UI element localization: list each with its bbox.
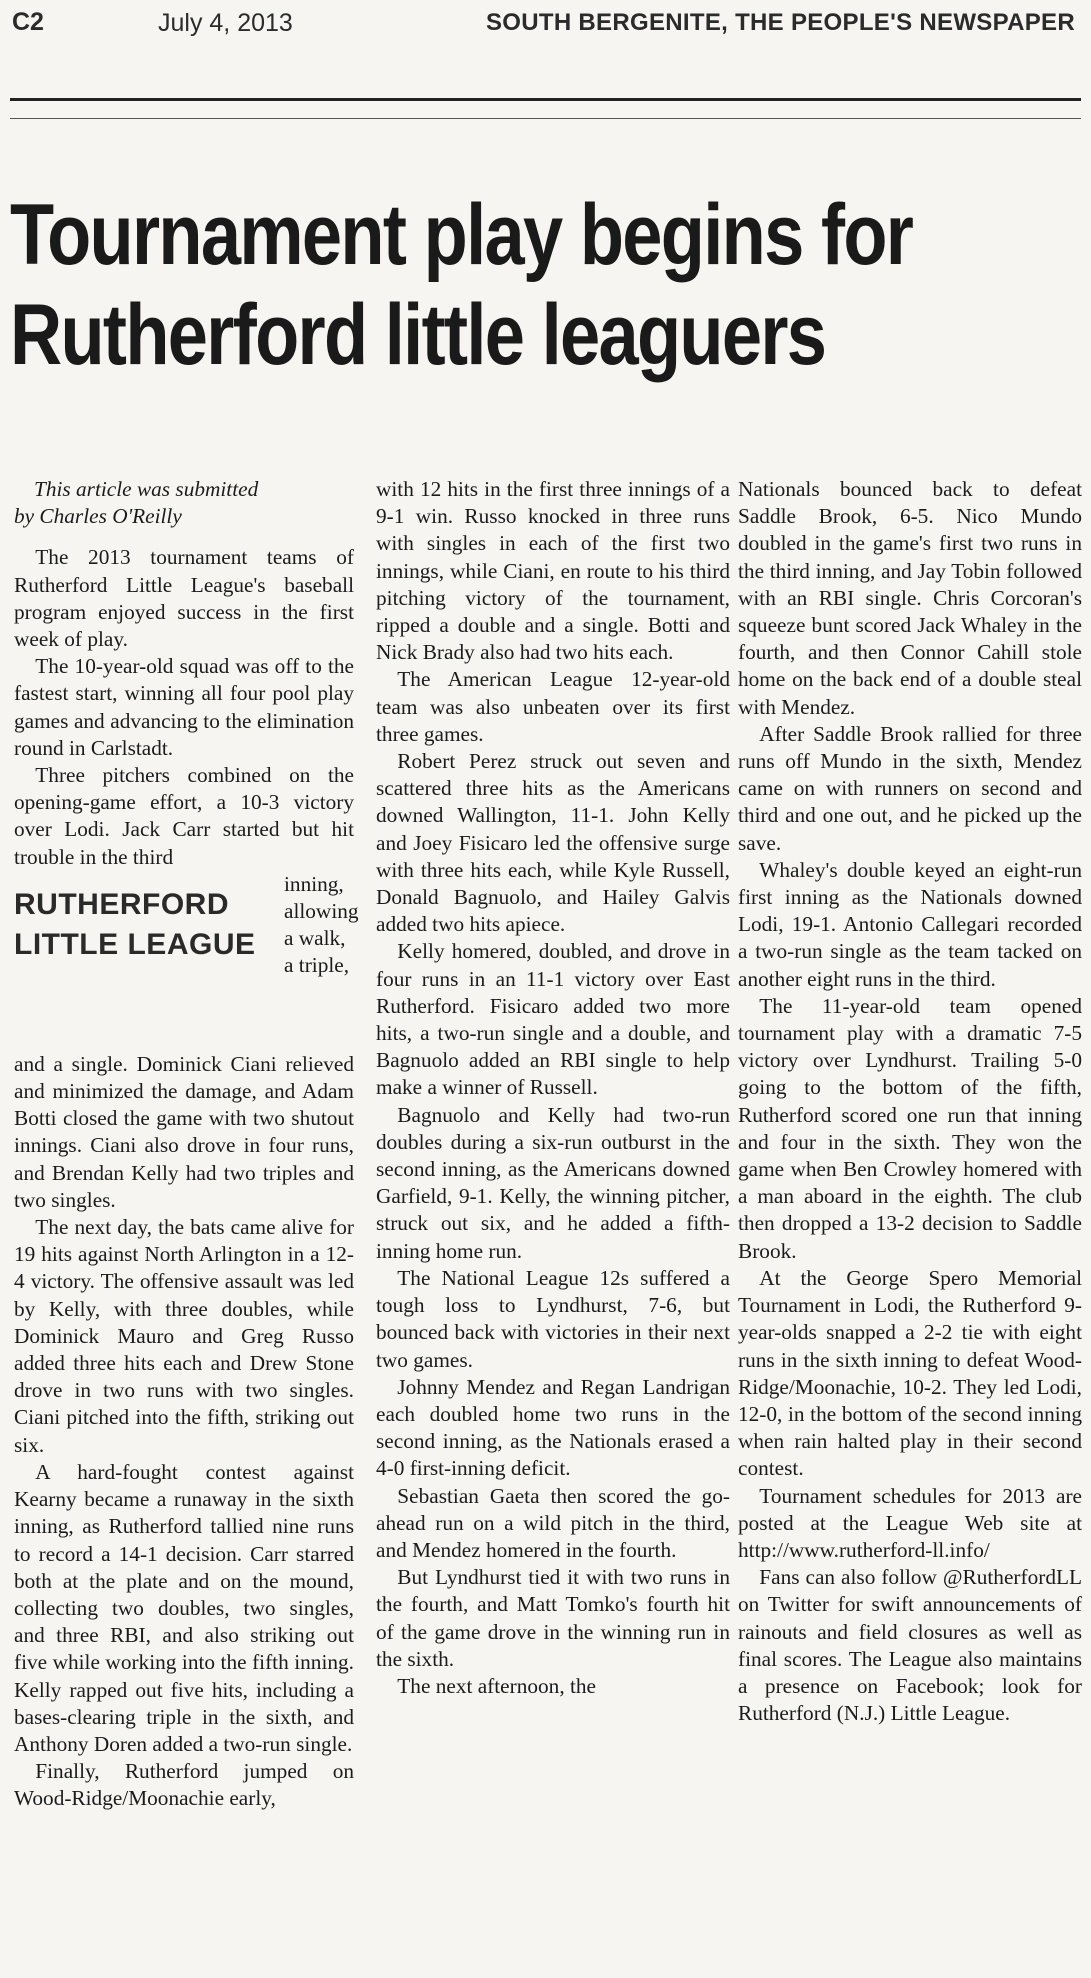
paragraph: Three pitchers combined on the opening-game effort, a 10-3 victory over Lodi. Jack Carr started but hit trouble in the third (14, 763, 354, 869)
masthead-rule-thick (10, 98, 1081, 101)
paragraph: Robert Perez struck out seven and scattered three hits as the Americans downed Wallington, 11-1. John Kelly and Joey Fisicaro led the offensive surge with three hits each, while Kyle Russell, Donald Bagnuolo, and Hailey Galvis added two hits apiece. (376, 749, 730, 937)
paragraph: Johnny Mendez and Regan Landrigan each doubled home two runs in the second inning, as the Nationals erased a 4-0 first-inning deficit. (376, 1374, 730, 1481)
page-number: C2 (12, 8, 44, 36)
paragraph: Whaley's double keyed an eight-run first inning as the Nationals downed Lodi, 19-1. Antonio Callegari recorded a two-run single as the team tacked on another eight runs in the third. (738, 857, 1082, 991)
column-2 (376, 476, 730, 1700)
headline-line-1: Tournament play begins for (10, 187, 913, 283)
byline-line-2: by Charles O'Reilly (14, 504, 182, 529)
wrapped-text: inning, allowing a walk, a triple, (284, 871, 359, 978)
headline-line-2: Rutherford little leaguers (10, 287, 826, 383)
column-3 (738, 476, 1082, 1727)
paragraph: Fans can also follow @RutherfordLL on Twitter for swift announcements of rainouts and field closures as well as final scores. The League also maintains a presence on Facebook; look for Rutherford (N.J.) Little League. (738, 1565, 1082, 1726)
paragraph: The American League 12-year-old team was also unbeaten over its first three games. (376, 667, 730, 746)
paragraph: Bagnuolo and Kelly had two-run doubles during a six-run outburst in the second inning, as the Americans downed Garfield, 9-1. Kelly, the winning pitcher, struck out six, and he added a fifth-inning home run. (376, 1102, 730, 1263)
paragraph: The next day, the bats came alive for 19 hits against North Arlington in a 12-4 victory. The offensive assault was led by Kelly, with three doubles, while Dominick Mauro and Greg Russo added three hits each and Drew Stone drove in two runs with two singles. Ciani pitched into the fifth, striking out six. (14, 1215, 354, 1457)
column-1 (14, 476, 359, 1813)
masthead (10, 6, 1081, 40)
paragraph: Kelly homered, doubled, and drove in four runs in an 11-1 victory over East Rutherford. Fisicaro added two more hits, a two-run single and a double, and Bagnuolo added an RBI single to help make a winner of Russell. (376, 939, 730, 1100)
league-logo (14, 885, 256, 965)
article-body (14, 476, 1081, 1976)
paragraph-continued: Nationals bounced back to defeat Saddle Brook, 6-5. Nico Mundo doubled in the game's first two runs in the third inning, and Jay Tobin followed with an RBI single. Chris Corcoran's squeeze bunt scored Jack Whaley in the fourth, and then Connor Cahill stole home on the back end of a double steal with Mendez. (738, 477, 1082, 719)
paragraph-continued: and a single. Dominick Ciani relieved and minimized the damage, and Adam Botti closed the game with two shutout innings. Ciani also drove in four runs, and Brendan Kelly had two triples and two singles. (14, 1051, 354, 1212)
paragraph: Finally, Rutherford jumped on Wood-Ridge/Moonachie early, (14, 1759, 354, 1811)
paragraph: At the George Spero Memorial Tournament in Lodi, the Rutherford 9-year-olds snapped a 2-2 tie with eight runs in the sixth inning to defeat Wood-Ridge/Moonachie, 10-2. They led Lodi, 12-0, in the bottom of the second inning when rain halted play in their second contest. (738, 1265, 1082, 1481)
logo-line-2: LITTLE LEAGUE (14, 927, 256, 961)
newspaper-name: SOUTH BERGENITE, THE PEOPLE'S NEWSPAPER (485, 9, 1075, 36)
headline (10, 185, 913, 385)
issue-date: July 4, 2013 (158, 9, 293, 37)
paragraph: Tournament schedules for 2013 are posted at the League Web site at http://www.rutherford-ll.info/ (738, 1483, 1082, 1562)
paragraph-continued: with 12 hits in the first three innings of a 9-1 win. Russo knocked in three runs with singles in each of the first two innings, while Ciani, en route to his third pitching victory of the tournament, ripped a double and a single. Botti and Nick Brady also had two hits each. (376, 477, 730, 665)
logo-wrap-zone (14, 871, 359, 1051)
paragraph: The 2013 tournament teams of Rutherford Little League's baseball program enjoyed success in the first week of play. (14, 545, 354, 652)
paragraph: Sebastian Gaeta then scored the go-ahead run on a wild pitch in the third, and Mendez homered in the fourth. (376, 1483, 730, 1562)
paragraph: After Saddle Brook rallied for three runs off Mundo in the sixth, Mendez came on with runners on second and third and one out, and he picked up the save. (738, 721, 1082, 855)
byline-line-1: This article was submitted (34, 477, 259, 501)
masthead-rule-thin (10, 118, 1081, 119)
paragraph: The 10-year-old squad was off to the fastest start, winning all four pool play games and advancing to the elimination round in Carlstadt. (14, 654, 354, 760)
paragraph: The next afternoon, the (397, 1673, 596, 1698)
paragraph: The 11-year-old team opened tournament play with a dramatic 7-5 victory over Lyndhurst. Trailing 5-0 going to the bottom of the fifth, Rutherford scored one run that inning and four in the sixth. They won the game when Ben Crowley homered with a man aboard in the eighth. The club then dropped a 13-2 decision to Saddle Brook. (738, 993, 1082, 1263)
paragraph: But Lyndhurst tied it with two runs in the fourth, and Matt Tomko's fourth hit of the game drove in the winning run in the sixth. (376, 1565, 730, 1671)
paragraph: The National League 12s suffered a tough loss to Lyndhurst, 7-6, but bounced back with victories in their next two games. (376, 1265, 730, 1372)
logo-line-1: RUTHERFORD (14, 887, 229, 921)
paragraph: A hard-fought contest against Kearny became a runaway in the sixth inning, as Rutherford tallied nine runs to record a 14-1 decision. Carr starred both at the plate and on the mound, collecting two doubles, two singles, and three RBI, and also striking out five while working into the fifth inning. Kelly rapped out five hits, including a bases-clearing triple in the sixth, and Anthony Doren added a two-run single. (14, 1459, 354, 1756)
